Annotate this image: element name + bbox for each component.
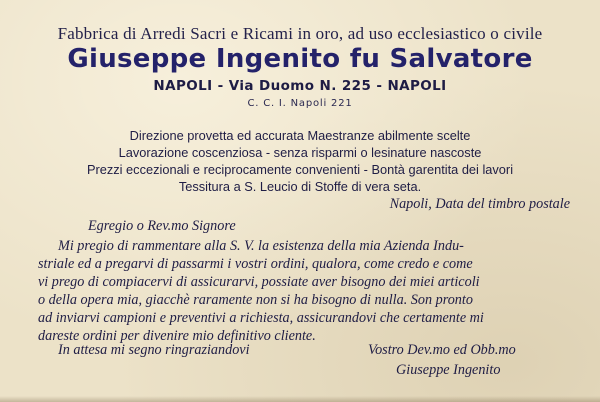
letter-body-line: Mi pregio di rammentare alla S. V. la esistenza della mia Azienda Indu- xyxy=(58,238,464,254)
letter-body-line: o della opera mia, giacchè raramente non si ha bisogno di nulla. Son pronto xyxy=(38,292,473,308)
business-description: Fabbrica di Arredi Sacri e Ricami in oro, ad uso ecclesiastico o civile xyxy=(57,24,543,43)
letter-signature: Giuseppe Ingenito xyxy=(396,362,501,378)
letter-body-line: striale ed a pregarvi di passarmi i vostri ordini, qualora, come credo e come xyxy=(38,256,473,272)
letter-date: Napoli, Data del timbro postale xyxy=(389,196,570,212)
feature-line: Direzione provetta ed accurata Maestranze abilmente scelte xyxy=(129,128,471,143)
letter-closing: In attesa mi segno ringraziandovi xyxy=(58,342,250,358)
letter-body-line: dareste ordini per divenire mio definitivo cliente. xyxy=(38,328,316,344)
registry-number: C. C. I. Napoli 221 xyxy=(247,98,353,109)
feature-line: Tessitura a S. Leucio di Stoffe di vera seta. xyxy=(178,179,422,194)
feature-line: Prezzi eccezionali e reciprocamente convenienti - Bontà garentita dei lavori xyxy=(86,162,514,177)
letter-salutation: Egregio o Rev.mo Signore xyxy=(88,218,236,234)
feature-line: Lavorazione coscenziosa - senza risparmi o lesinature nascoste xyxy=(118,145,482,160)
letter-body-line: vi prego di compiacervi di assicurarvi, possiate aver bisogno dei miei articoli xyxy=(38,274,480,290)
card-edge-shadow xyxy=(0,396,600,402)
company-name: Giuseppe Ingenito fu Salvatore xyxy=(67,44,533,74)
company-address: NAPOLI - Via Duomo N. 225 - NAPOLI xyxy=(153,78,447,94)
letter-signoff: Vostro Dev.mo ed Obb.mo xyxy=(368,342,516,358)
letter-body-line: ad inviarvi campioni e preventivi a richiesta, assicurandovi che certamente mi xyxy=(38,310,484,326)
